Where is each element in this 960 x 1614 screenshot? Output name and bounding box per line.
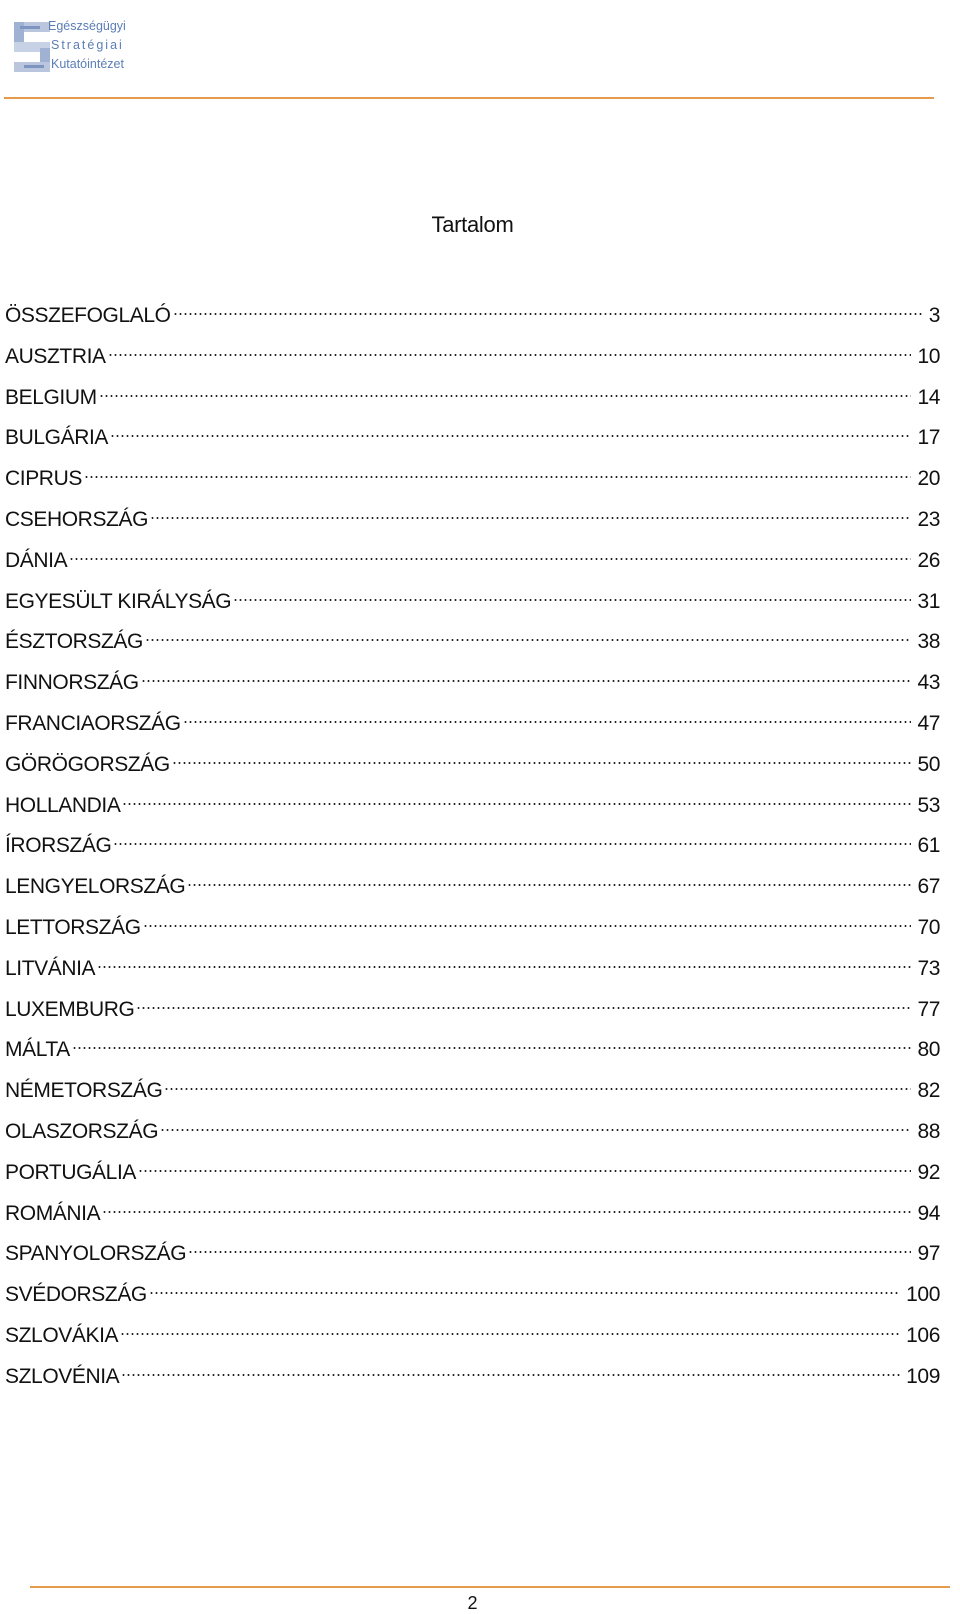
- toc-entry-label: ROMÁNIA: [5, 1201, 101, 1225]
- toc-entry-label: SZLOVÉNIA: [5, 1364, 120, 1388]
- toc-entry[interactable]: [5, 1024, 940, 1065]
- toc-dot-leader: [188, 1228, 911, 1260]
- toc-entry[interactable]: [5, 1065, 940, 1106]
- toc-entry[interactable]: [5, 616, 940, 657]
- toc-dot-leader: [97, 943, 911, 975]
- toc-entry-page: 20: [917, 467, 940, 491]
- toc-entry-label: GÖRÖGORSZÁG: [5, 752, 170, 776]
- toc-entry-label: AUSZTRIA: [5, 344, 106, 368]
- page-number: 2: [467, 1593, 478, 1613]
- toc-entry-page: 31: [917, 589, 940, 613]
- toc-entry-label: LENGYELORSZÁG: [5, 875, 186, 899]
- toc-entry-page: 47: [917, 711, 940, 735]
- toc-entry[interactable]: [5, 576, 940, 617]
- toc-dot-leader: [110, 412, 911, 444]
- toc-dot-leader: [150, 494, 911, 526]
- toc-entry-label: ÉSZTORSZÁG: [5, 630, 143, 654]
- toc-dot-leader: [172, 739, 912, 771]
- toc-dot-leader: [136, 984, 911, 1016]
- toc-entry-page: 61: [917, 834, 940, 858]
- toc-entry[interactable]: [5, 494, 940, 535]
- toc-entry-label: NÉMETORSZÁG: [5, 1079, 163, 1103]
- toc-entry-label: OLASZORSZÁG: [5, 1119, 159, 1143]
- toc-dot-leader: [145, 616, 911, 648]
- toc-entry-label: FINNORSZÁG: [5, 671, 139, 695]
- toc-entry-label: ÍRORSZÁG: [5, 834, 112, 858]
- toc-entry[interactable]: [5, 290, 940, 331]
- toc-dot-leader: [187, 861, 911, 893]
- toc-entry-label: PORTUGÁLIA: [5, 1160, 136, 1184]
- logo-text-line-1: Egészségügyi: [48, 19, 126, 33]
- toc-entry-page: 67: [917, 875, 940, 899]
- toc-dot-leader: [72, 1024, 912, 1056]
- toc-entry-label: ÖSSZEFOGLALÓ: [5, 304, 171, 327]
- institute-logo: [14, 14, 144, 76]
- toc-entry[interactable]: [5, 902, 940, 943]
- toc-entry-page: 38: [917, 630, 940, 654]
- toc-entry-page: 10: [917, 344, 940, 368]
- toc-entry[interactable]: [5, 453, 940, 494]
- toc-dot-leader: [160, 1106, 911, 1138]
- toc-entry-label: CSEHORSZÁG: [5, 507, 149, 531]
- toc-entry-page: 88: [917, 1119, 940, 1143]
- toc-entry[interactable]: [5, 1106, 940, 1147]
- toc-entry-page: 53: [917, 793, 940, 817]
- toc-dot-leader: [233, 576, 911, 608]
- toc-dot-leader: [108, 331, 912, 363]
- toc-entry-page: 92: [917, 1160, 940, 1184]
- toc-entry[interactable]: [5, 780, 940, 821]
- toc-entry-page: 97: [917, 1242, 940, 1266]
- toc-entry[interactable]: [5, 739, 940, 780]
- toc-entry[interactable]: [5, 1310, 940, 1351]
- toc-entry[interactable]: [5, 535, 940, 576]
- toc-entry[interactable]: [5, 861, 940, 902]
- toc-dot-leader: [113, 820, 911, 852]
- toc-entry-page: 26: [917, 548, 940, 572]
- toc-dot-leader: [149, 1269, 900, 1301]
- toc-dot-leader: [121, 1351, 900, 1383]
- toc-dot-leader: [84, 453, 911, 485]
- toc-entry[interactable]: [5, 943, 940, 984]
- toc-entry-label: SVÉDORSZÁG: [5, 1283, 147, 1307]
- toc-entry-label: SPANYOLORSZÁG: [5, 1242, 187, 1266]
- toc-entry-label: HOLLANDIA: [5, 793, 121, 817]
- toc-entry-label: BELGIUM: [5, 385, 97, 409]
- toc-entry-label: SZLOVÁKIA: [5, 1323, 119, 1347]
- footer-divider: [30, 1586, 950, 1588]
- toc-entry[interactable]: [5, 698, 940, 739]
- toc-entry-label: LITVÁNIA: [5, 956, 96, 980]
- toc-dot-leader: [99, 372, 912, 404]
- toc-dot-leader: [102, 1188, 911, 1220]
- toc-entry[interactable]: [5, 1351, 940, 1392]
- toc-entry-page: 77: [917, 997, 940, 1021]
- toc-dot-leader: [173, 290, 923, 322]
- toc-dot-leader: [143, 902, 912, 934]
- toc-entry[interactable]: [5, 1269, 940, 1310]
- toc-title: Tartalom: [431, 212, 514, 237]
- toc-entry-page: 70: [917, 915, 940, 939]
- toc-entry-page: 100: [906, 1283, 940, 1307]
- toc-entry[interactable]: [5, 1228, 940, 1269]
- toc-entry[interactable]: [5, 331, 940, 372]
- toc-dot-leader: [120, 1310, 900, 1342]
- toc-entry[interactable]: [5, 1147, 940, 1188]
- toc-entry-label: FRANCIAORSZÁG: [5, 711, 181, 735]
- toc-entry-label: LETTORSZÁG: [5, 915, 141, 939]
- toc-dot-leader: [69, 535, 911, 567]
- toc-dot-leader: [141, 657, 912, 689]
- toc-entry-label: MÁLTA: [5, 1038, 70, 1062]
- header-divider: [4, 97, 934, 99]
- toc-entry-label: DÁNIA: [5, 548, 68, 572]
- toc-entry-page: 94: [917, 1201, 940, 1225]
- logo-text-line-2: Stratégiai: [51, 38, 124, 52]
- toc-dot-leader: [183, 698, 912, 730]
- toc-entry-page: 50: [917, 752, 940, 776]
- toc-dot-leader: [138, 1147, 911, 1179]
- toc-entry-page: 3: [928, 304, 940, 327]
- toc-entry-page: 82: [917, 1079, 940, 1103]
- toc-entry-page: 23: [917, 507, 940, 531]
- toc-entry-label: LUXEMBURG: [5, 997, 135, 1021]
- toc-entry-label: CIPRUS: [5, 467, 82, 491]
- toc-entry-label: EGYESÜLT KIRÁLYSÁG: [5, 589, 232, 613]
- toc-entry[interactable]: [5, 657, 940, 698]
- toc-entry-page: 106: [906, 1323, 940, 1347]
- toc-entry[interactable]: [5, 372, 940, 413]
- toc-entry-page: 14: [917, 385, 940, 409]
- toc-entry[interactable]: [5, 984, 940, 1025]
- toc-entry-page: 80: [917, 1038, 940, 1062]
- toc-entry-page: 43: [917, 671, 940, 695]
- toc-entry-page: 109: [906, 1364, 940, 1388]
- toc-entry[interactable]: [5, 412, 940, 453]
- toc-dot-leader: [122, 780, 911, 812]
- logo-text-line-3: Kutatóintézet: [51, 57, 124, 71]
- toc-entry[interactable]: [5, 1188, 940, 1229]
- toc-entry-label: BULGÁRIA: [5, 426, 108, 450]
- toc-entry-page: 17: [917, 426, 940, 450]
- toc-dot-leader: [164, 1065, 911, 1097]
- toc-entry-page: 73: [917, 956, 940, 980]
- toc-entry[interactable]: [5, 820, 940, 861]
- table-of-contents: [5, 290, 940, 1392]
